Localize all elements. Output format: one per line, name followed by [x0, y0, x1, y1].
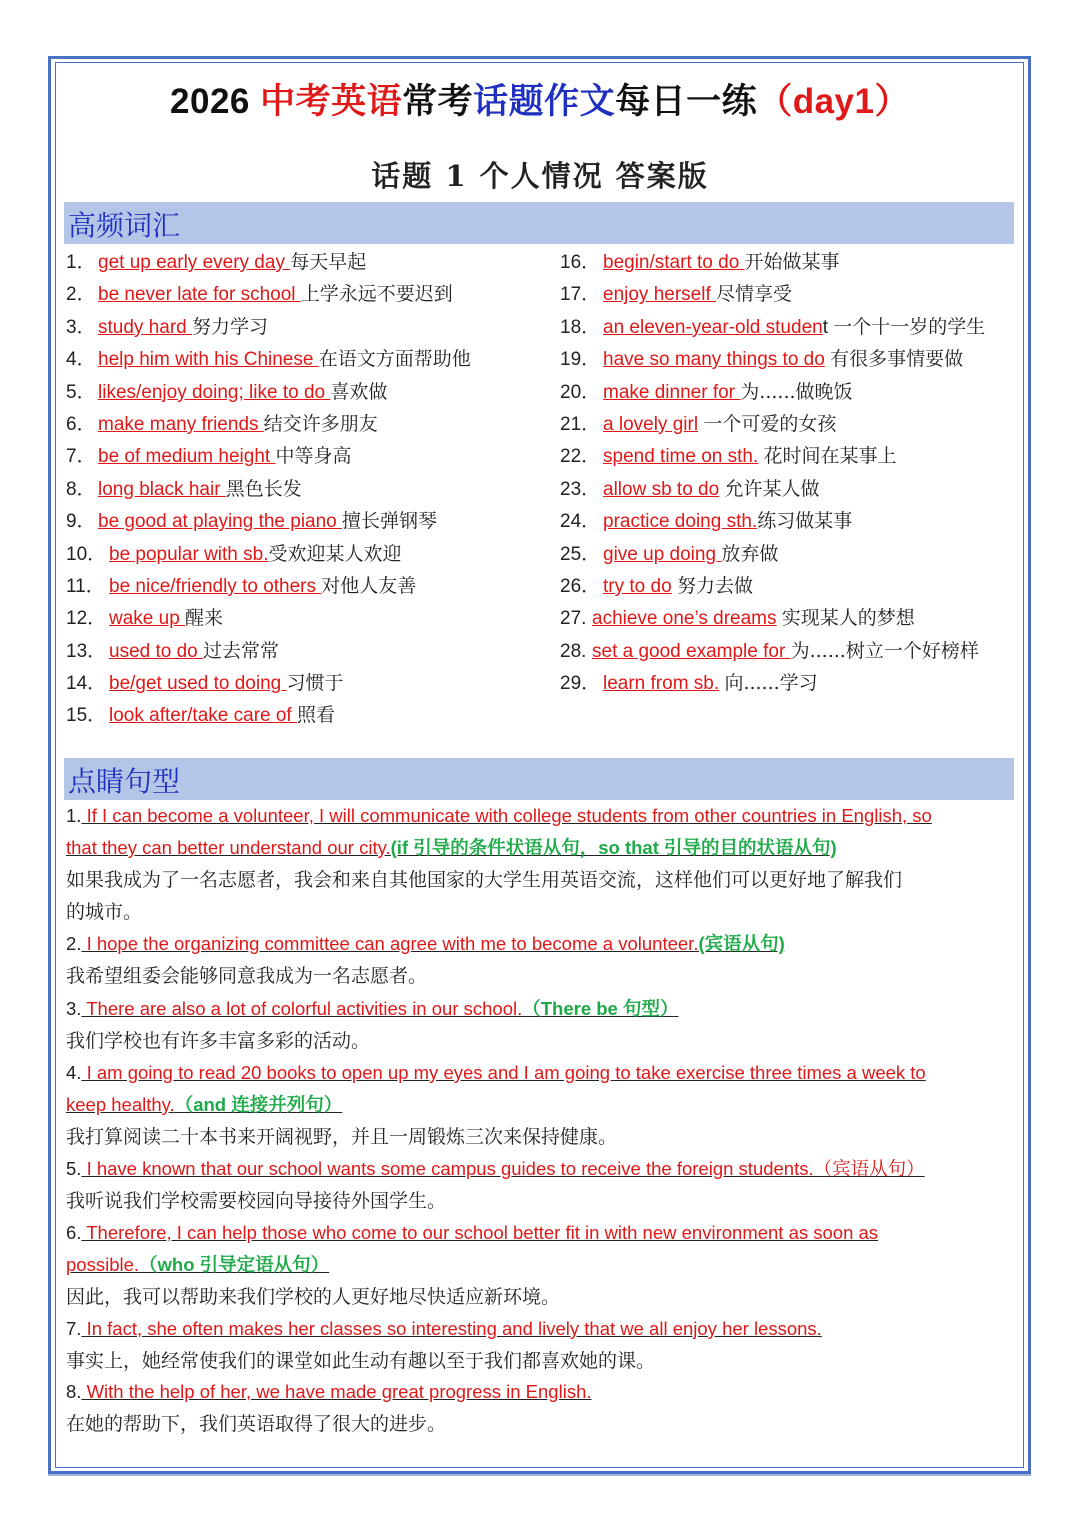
sentence-chinese: 在她的帮助下，我们英语取得了很大的进步。	[66, 1413, 447, 1435]
sentence-chinese: 我希望组委会能够同意我成为一名志愿者。	[66, 965, 428, 987]
title-part3: 话题作文	[473, 82, 616, 121]
vocab-english: be never late for school	[98, 284, 301, 306]
sentence-number: 4.	[66, 1062, 82, 1083]
vocab-english: get up early every day	[98, 252, 291, 273]
vocab-number: 11．	[66, 575, 105, 597]
sentence-chinese: 我们学校也有许多丰富多彩的活动。	[66, 1030, 371, 1052]
vocab-item	[560, 505, 985, 537]
vocab-chinese: 每天早起	[290, 251, 367, 273]
vocab-item	[560, 376, 985, 408]
sentence-number: 6.	[66, 1222, 82, 1243]
vocab-number: 28.	[560, 640, 587, 662]
vocab-english: long black hair	[98, 478, 226, 500]
vocab-english: achieve one’s dreams	[592, 608, 777, 630]
vocab-list-left	[66, 246, 471, 732]
vocab-chinese: 擅长弹钢琴	[342, 510, 438, 533]
vocab-item	[66, 246, 471, 278]
vocab-english: be/get used to doing	[109, 673, 287, 695]
vocab-item	[66, 343, 471, 375]
vocab-english: study hard	[98, 316, 192, 338]
vocab-number: 8．	[66, 478, 96, 500]
sentence-english: If I can become a volunteer, I will communicate with college students from other countries in English, so	[81, 805, 932, 826]
vocab-number: 12．	[66, 608, 107, 630]
sentence-number: 8.	[66, 1381, 82, 1402]
vocab-number: 23．	[560, 478, 601, 500]
vocab-chinese: 习惯于	[286, 672, 344, 695]
vocab-chinese: 努力去做	[676, 574, 753, 597]
sentence-english: Therefore, I can help those who come to our school better fit in with new environment as soon as	[81, 1222, 879, 1243]
vocab-item	[560, 440, 985, 472]
vocab-english: practice doing sth.	[603, 511, 758, 533]
vocab-number: 6．	[66, 413, 96, 435]
sentence-english: I am going to read 20 books to open up my eyes and I am going to take exercise three times a week to	[81, 1062, 926, 1083]
vocab-item	[560, 667, 985, 699]
vocab-number: 26．	[560, 575, 601, 597]
vocab-english: try to do	[603, 575, 672, 597]
vocab-chinese: 允许某人做	[724, 477, 820, 500]
vocab-english: be good at playing the piano	[98, 511, 343, 533]
sentence-english-line	[66, 1057, 926, 1089]
sentence-english: There are also a lot of colorful activities in our school.	[81, 998, 523, 1019]
vocab-number: 19．	[560, 349, 601, 371]
vocab-item	[66, 538, 471, 570]
vocab-english: set a good example for	[592, 640, 791, 662]
sentence-section-header	[64, 758, 1014, 800]
vocab-number: 5．	[66, 381, 96, 403]
vocab-chinese: 花时间在某事上	[763, 445, 897, 468]
vocab-number: 2．	[66, 284, 96, 306]
vocab-item	[560, 602, 985, 634]
vocab-number: 14．	[66, 673, 107, 695]
vocab-item	[560, 278, 985, 310]
vocab-number: 13．	[66, 640, 107, 662]
vocab-item	[66, 473, 471, 505]
vocab-chinese: 开始做某事	[744, 251, 840, 273]
vocab-english: begin/start to do	[603, 252, 745, 273]
vocab-item	[66, 440, 471, 472]
vocab-english: allow sb to do	[603, 478, 720, 500]
vocab-item	[66, 278, 471, 310]
sentence-english-line	[66, 832, 837, 864]
vocab-item	[66, 505, 471, 537]
vocab-chinese: 一个十一岁的学生	[833, 315, 986, 338]
vocab-chinese: 上学永远不要迟到	[300, 283, 453, 306]
vocab-english: used to do	[109, 640, 204, 662]
vocab-english: be of medium height	[98, 446, 276, 468]
vocab-chinese: 有很多事情要做	[830, 348, 964, 371]
vocab-number: 24．	[560, 511, 601, 533]
title-part2: 常考	[402, 82, 474, 121]
vocab-english: an eleven-year-old studen	[603, 316, 823, 338]
sentence-chinese: 我打算阅读二十本书来开阔视野，并且一周锻炼三次来保持健康。	[66, 1126, 618, 1148]
sentence-chinese: 的城市。	[66, 901, 143, 923]
sentence-chinese: 我听说我们学校需要校园向导接待外国学生。	[66, 1190, 447, 1212]
vocab-item	[560, 343, 985, 375]
sentence-english-line	[66, 1217, 878, 1249]
vocab-english: be popular with sb.	[109, 543, 269, 565]
sentence-number: 7.	[66, 1318, 82, 1339]
vocab-chinese: 练习做某事	[757, 510, 853, 533]
title-part5: （day1）	[757, 82, 910, 121]
vocab-english: enjoy herself	[603, 284, 717, 306]
vocab-number: 27.	[560, 608, 587, 630]
vocab-chinese: 过去常常	[203, 639, 280, 662]
vocab-english: have so many things to do	[603, 349, 825, 371]
vocab-item	[560, 635, 985, 667]
sentence-grammar-note: (宾语从句)	[698, 933, 785, 954]
vocab-item	[66, 635, 471, 667]
vocab-chinese: 放弃做	[721, 542, 779, 565]
vocab-english: a lovely girl	[603, 413, 699, 435]
vocab-chinese: 为......树立一个好榜样	[790, 639, 979, 662]
sentence-english: I have known that our school wants some campus guides to receive the foreign students.（宾语从句）	[81, 1158, 925, 1179]
vocab-chinese: 对他人友善	[321, 574, 417, 597]
vocab-item	[66, 408, 471, 440]
sentence-grammar-note: (if 引导的条件状语从句，so that 引导的目的状语从句)	[390, 837, 837, 858]
vocab-item	[66, 311, 471, 343]
vocab-number: 16．	[560, 252, 601, 273]
vocab-number: 20．	[560, 381, 601, 403]
vocab-number: 18．	[560, 316, 601, 338]
vocab-item	[560, 538, 985, 570]
sentence-english-line	[66, 1313, 822, 1345]
vocab-item	[66, 376, 471, 408]
vocab-item	[560, 311, 985, 343]
sentence-english-line	[66, 1376, 592, 1408]
sentence-grammar-note: （There be 句型）	[522, 998, 679, 1019]
vocab-chinese: 照看	[297, 704, 336, 727]
vocab-chinese: 为......做晚饭	[740, 380, 853, 403]
sentence-english: In fact, she often makes her classes so interesting and lively that we all enjoy her lessons.	[81, 1318, 822, 1339]
vocab-item	[560, 408, 985, 440]
title-part1: 中考英语	[260, 82, 403, 121]
vocab-number: 17．	[560, 284, 601, 306]
vocab-english: likes/enjoy doing; like to do	[98, 381, 331, 403]
vocab-number: 22．	[560, 446, 601, 468]
page-subtitle: 话题 1 个人情况 答案版	[371, 159, 709, 193]
vocab-chinese: 尽情享受	[716, 283, 793, 306]
vocab-number: 9．	[66, 511, 96, 533]
sentence-grammar-note: （and 连接并列句）	[174, 1094, 343, 1115]
vocab-chinese: 结交许多朋友	[263, 412, 378, 435]
sentence-grammar-note: （who 引导定语从句）	[139, 1254, 330, 1275]
vocab-list-right	[560, 246, 985, 699]
vocab-number: 4．	[66, 349, 96, 371]
sentence-number: 1.	[66, 805, 82, 826]
vocab-chinese: 实现某人的梦想	[781, 607, 915, 630]
sentence-english: With the help of her, we have made great progress in English.	[81, 1381, 592, 1402]
sentence-chinese: 事实上，她经常使我们的课堂如此生动有趣以至于我们都喜欢她的课。	[66, 1350, 656, 1372]
sentence-english-line	[66, 928, 785, 960]
page-title	[0, 74, 1080, 124]
sentence-number: 3.	[66, 998, 82, 1019]
sentence-number: 2.	[66, 933, 82, 954]
vocab-english: give up doing	[603, 543, 722, 565]
sentence-english-line	[66, 1249, 329, 1281]
sentence-english: that they can better understand our city.	[66, 837, 391, 858]
vocab-number: 3．	[66, 316, 96, 338]
vocab-english: help him with his Chinese	[98, 349, 319, 371]
sentence-chinese: 因此，我可以帮助来我们学校的人更好地尽快适应新环境。	[66, 1286, 561, 1308]
vocab-chinese: 喜欢做	[330, 380, 388, 403]
vocab-number: 7．	[66, 446, 96, 468]
vocab-chinese: 中等身高	[275, 445, 352, 468]
vocab-number: 25．	[560, 543, 601, 565]
vocab-english: look after/take care of	[109, 705, 297, 727]
title-part4: 每日一练	[615, 82, 758, 121]
vocab-chinese: 黑色长发	[225, 477, 302, 500]
sentence-section-title: 点睛句型	[68, 765, 181, 798]
vocab-number: 10．	[66, 543, 107, 565]
vocab-section-title: 高频词汇	[68, 209, 181, 242]
sentence-english: keep healthy.	[66, 1094, 175, 1115]
vocab-english: be nice/friendly to others	[109, 575, 322, 597]
sentence-english: I hope the organizing committee can agree with me to become a volunteer.	[81, 933, 699, 954]
vocab-item	[560, 570, 985, 602]
vocab-number: 21．	[560, 413, 601, 435]
title-year: 2026	[170, 82, 261, 121]
vocab-chinese: 努力学习	[192, 315, 269, 338]
sentence-chinese: 如果我成为了一名志愿者，我会和来自其他国家的大学生用英语交流，这样他们可以更好地了解我们	[66, 869, 903, 891]
vocab-chinese: 向......学习	[724, 672, 818, 695]
sentence-number: 5.	[66, 1158, 82, 1179]
vocab-number: 1．	[66, 252, 96, 273]
vocab-number: 29．	[560, 673, 601, 695]
vocab-item	[66, 570, 471, 602]
vocab-english-tail: t	[822, 316, 834, 338]
sentence-english-line	[66, 1089, 342, 1121]
sentence-english-line	[66, 993, 678, 1025]
vocab-item	[66, 699, 471, 731]
sentence-english-line	[66, 1153, 925, 1185]
vocab-chinese: 一个可爱的女孩	[703, 412, 837, 435]
vocab-chinese: 醒来	[185, 607, 224, 630]
vocab-chinese: 受欢迎某人欢迎	[268, 542, 402, 565]
vocab-english: learn from sb.	[603, 673, 720, 695]
vocab-section-header	[64, 202, 1014, 244]
vocab-item	[560, 246, 985, 278]
sentence-english: possible.	[66, 1254, 140, 1275]
vocab-item	[66, 667, 471, 699]
vocab-item	[560, 473, 985, 505]
vocab-english: make many friends	[98, 413, 264, 435]
vocab-number: 15．	[66, 705, 107, 727]
sentence-english-line	[66, 800, 932, 832]
vocab-english: spend time on sth.	[603, 446, 759, 468]
vocab-chinese: 在语文方面帮助他	[318, 348, 471, 371]
vocab-item	[66, 602, 471, 634]
vocab-english: wake up	[109, 608, 186, 630]
page-border-shadow	[48, 1474, 1031, 1476]
vocab-english: make dinner for	[603, 381, 741, 403]
